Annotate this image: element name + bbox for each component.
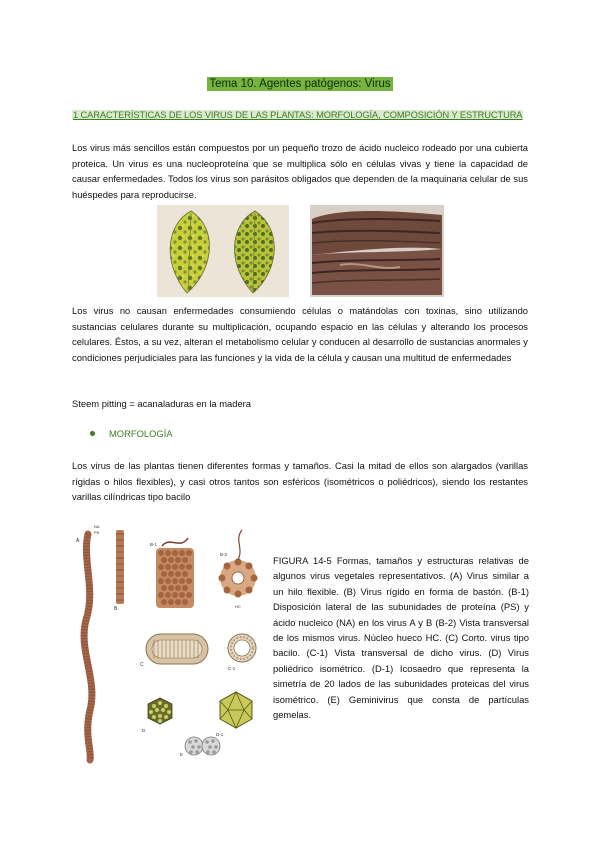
- transverse-ring-view: [219, 530, 258, 598]
- label-na: NA: [94, 524, 100, 529]
- stem-pitting-wood-image: [310, 205, 444, 297]
- paragraph-disease: Los virus no causan enfermedades consumiendo células o matándolas con toxinas, sino utilizando sustancias celulares durante su multiplicación, ocupando espacio en las células y alterando los procesos celulares. Éstos, a su vez, alteran el metabolismo celular y conducen al desarrollo de sustancias anormales y condiciones perjudiciales para las funciones y la vida de la célula y causan una multitud de enfermedades: [72, 305, 528, 363]
- polyhedral-virus: [148, 698, 172, 724]
- stem-pitting-note: Steem pitting = acanaladuras en la madera: [72, 398, 252, 409]
- virus-shapes-figure: [70, 520, 268, 764]
- icosahedron-diagram: [220, 692, 252, 728]
- document-title-wrap: [0, 74, 600, 92]
- label-d: D: [142, 728, 146, 733]
- bacilliform-virus: [146, 634, 208, 664]
- geminivirus-particles: [185, 737, 220, 755]
- label-d1: D-1: [216, 732, 224, 737]
- bullet-dot: [90, 431, 95, 436]
- label-a: A: [76, 538, 80, 544]
- paragraph-intro: Los virus más sencillos están compuestos por un pequeño trozo de ácido nucleico rodeado por una cubierta proteica. Un virus es una nucleoproteína que se multiplica sólo en células vivas y tiene la capacidad de causar enfermedades. Todos los virus son parásitos obligados que dependen de la maquinaria celular de sus huéspedes para reproducirse.: [72, 142, 528, 200]
- label-e: E: [180, 752, 184, 757]
- label-b: B: [114, 606, 118, 612]
- mosaic-leaves-image: [157, 205, 289, 297]
- section-heading: 1 CARACTERÍSTICAS DE LOS VIRUS DE LAS PLANTAS: MORFOLOGÍA, COMPOSICIÓN Y ESTRUCTURA: [73, 110, 523, 120]
- label-c: C: [140, 662, 144, 668]
- label-hc: HC: [235, 604, 241, 609]
- bullet-morfologia: [90, 428, 173, 439]
- label-b2: B-2: [220, 552, 228, 557]
- label-b1: B-1: [150, 542, 158, 547]
- rigid-rod-virus: [116, 530, 124, 604]
- bullet-label: MORFOLOGÍA: [109, 428, 173, 439]
- document-title: Tema 10. Agentes patógenos: Virus: [209, 78, 391, 90]
- subunit-lateral-view: [156, 538, 194, 608]
- figure-caption: FIGURA 14-5 Formas, tamaños y estructuras relativas de algunos virus vegetales representativos. (A) Virus similar a un hilo flexible. (B) Virus rígido en forma de bastón. (B-1) Disposición lateral de las subunidades de proteína (PS) y ácido nucleico (NA) en los virus A y B (B-2) Vista transversal de los mismos virus. Núcleo hueco HC. (C) Corto. virus tipo bacilo. (C-1) Vista transversal de dicho virus. (D) Virus poliédrico isométrico. (D-1) Icosaedro que representa la simetría de 20 lados de las subunidades proteicas del virus isométrico. (E) Geminivirus que consta de partículas gemelas.: [273, 555, 529, 721]
- label-ps: PS: [94, 530, 100, 535]
- paragraph-shapes: Los virus de las plantas tienen diferentes formas y tamaños. Casi la mitad de ellos son alargados (varillas rígidas o hilos flexibles), y casi otros tantos son esféricos (isométricos o poliédricos), siendo los restantes varillas cilíndricas tipo bacilo: [72, 460, 528, 503]
- bacilliform-cross-section: [228, 634, 256, 662]
- label-c1: C-1: [228, 666, 236, 671]
